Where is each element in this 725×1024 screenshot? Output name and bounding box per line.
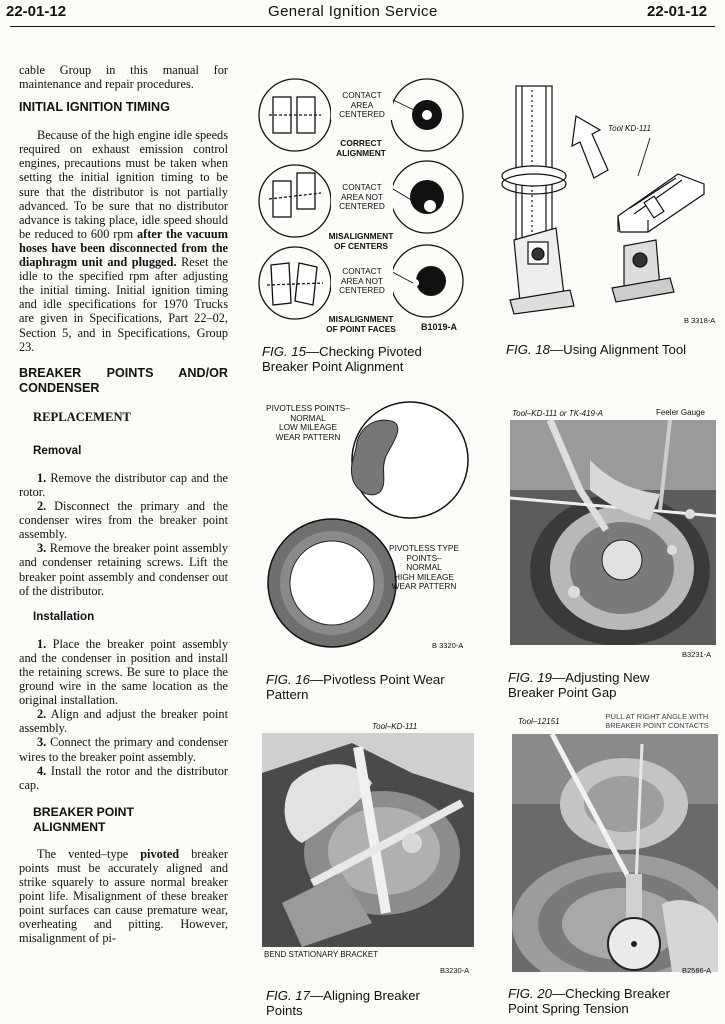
label-line: AREA <box>350 99 374 110</box>
page-title: General Ignition Service <box>268 3 438 20</box>
caption-text: —Using Alignment Tool <box>549 342 687 357</box>
label-line: AREA NOT <box>341 191 383 202</box>
label-line: NORMAL <box>406 562 442 572</box>
figure-code: B3231-A <box>682 650 712 659</box>
label-line: AREA NOT <box>341 275 383 286</box>
label-line: ALIGNMENT <box>336 147 386 158</box>
aligning-points-photo <box>262 733 474 947</box>
label-line: WEAR PATTERN <box>391 581 457 591</box>
label-line: CENTERED <box>339 285 385 295</box>
align-text-bold: pivoted <box>140 846 180 861</box>
removal-step-3 <box>19 541 228 597</box>
label-correct-alignment <box>321 139 401 158</box>
step-text: Install the rotor and the distributor cap. <box>19 763 228 792</box>
caption-fig-18 <box>506 342 721 357</box>
figure-code: B 3320-A <box>432 641 464 650</box>
tool-label: Tool–KD-111 <box>372 722 418 731</box>
step-text: Connect the primary and condenser wires to the breaker point assembly. <box>19 735 228 764</box>
label-line: CENTERED <box>339 201 385 211</box>
figure-code: B3230-A <box>440 966 470 975</box>
caption-line-1 <box>266 672 481 687</box>
figure-number: FIG. 15 <box>262 344 306 359</box>
label-contact-not-centered-2 <box>331 267 393 296</box>
caption-text: —Pivotless Point Wear <box>309 672 445 687</box>
caption-text: —Aligning Breaker <box>309 988 420 1003</box>
step-text: Align and adjust the breaker point assembly. <box>19 707 228 736</box>
heading-replacement: REPLACEMENT <box>33 409 131 424</box>
step-number: 1. <box>37 470 47 485</box>
caption-fig-20 <box>508 986 723 1016</box>
step-number: 1. <box>37 636 47 651</box>
step-text: Remove the breaker point assembly and condenser retaining screws. Lift the breaker point assembly and condenser out of the distributor. <box>19 541 228 598</box>
heading-installation: Installation <box>33 609 95 623</box>
label-contact-centered <box>331 91 393 120</box>
figure-number: FIG. 18 <box>506 342 550 357</box>
install-step-3 <box>19 735 228 763</box>
page-number-right: 22-01-12 <box>647 3 708 20</box>
label-line: CONTACT <box>342 90 382 100</box>
step-number: 4. <box>37 763 47 778</box>
label-high-mileage <box>380 544 468 592</box>
header-rule <box>10 26 715 27</box>
label-misalignment-centers <box>313 232 409 251</box>
caption-fig-19 <box>508 670 723 700</box>
page-number-left: 22-01-12 <box>6 3 67 20</box>
bend-label: BEND STATIONARY BRACKET <box>264 950 379 959</box>
label-misalignment-faces <box>311 315 411 334</box>
caption-line-1 <box>508 986 723 1001</box>
figure-16 <box>262 398 474 650</box>
caption-text: —Adjusting New <box>551 670 650 685</box>
caption-line-2: Breaker Point Gap <box>508 685 617 700</box>
timing-text-a: Because of the high engine idle speeds required on exhaust emission control engines, precautions must be taken when setting the initial ignition timing to be sure that the distributor is not partially advanced. To be sure that no distributor advance is taking place, idle speed should be reduced to 600 rpm <box>19 128 228 241</box>
tool-label: Tool–12151 <box>518 717 560 726</box>
label-line: CORRECT <box>340 138 382 148</box>
caption-fig-17 <box>266 988 481 1018</box>
figure-code: B 3318-A <box>684 316 716 325</box>
step-number: 2. <box>37 707 47 722</box>
label-line: PULL AT RIGHT ANGLE WITH <box>605 712 709 721</box>
align-text-b: breaker points must be accurately aligned and strike squarely to assure normal breaker point life. Misalignment of these breaker point surfaces can cause premature wear, overheating and pitting. However, misalignment of pi- <box>19 846 228 946</box>
caption-line-1 <box>262 344 482 359</box>
timing-paragraph <box>19 128 228 354</box>
step-text: Place the breaker point assembly and the condenser in position and install the retaining screws. Be sure to place the ground wire in the same location as the original installation. <box>19 636 228 708</box>
heading-alignment: BREAKER POINT ALIGNMENT <box>33 804 134 834</box>
figure-17-photo <box>262 733 474 947</box>
install-step-2 <box>19 707 228 735</box>
label-line: POINTS– <box>406 552 442 563</box>
feeler-gauge-photo <box>510 420 716 645</box>
label-line: LOW MILEAGE <box>278 422 338 432</box>
tool-label: Tool–KD-111 or TK-419-A <box>512 409 604 418</box>
caption-line-2: Pattern <box>266 687 309 702</box>
timing-text-bold: after the vacuum hoses have been disconnected from the diaphragm unit and plugged. <box>19 226 229 270</box>
figure-18 <box>500 80 720 325</box>
caption-line-2: Point Spring Tension <box>508 1001 629 1016</box>
removal-step-1 <box>19 471 228 499</box>
label-line: OF CENTERS <box>334 240 388 251</box>
heading-breaker-points: BREAKER POINTS AND/OR CONDENSER <box>19 365 228 395</box>
label-line: CONTACT <box>342 266 382 276</box>
label-line: WEAR PATTERN <box>275 431 341 442</box>
align-text-a: The vented–type <box>37 846 141 861</box>
label-line: BREAKER POINT CONTACTS <box>605 720 709 730</box>
spring-tension-photo <box>512 734 718 972</box>
install-step-4 <box>19 764 228 792</box>
caption-fig-16 <box>266 672 481 702</box>
caption-line-1 <box>508 670 723 685</box>
alignment-paragraph <box>19 847 228 946</box>
label-line: NORMAL <box>290 412 326 423</box>
step-text: Disconnect the primary and the condenser wires from the breaker point assembly. <box>19 499 228 542</box>
text-column <box>19 63 228 946</box>
figure-number: FIG. 16 <box>266 672 310 687</box>
figure-code: B2586-A <box>682 966 712 975</box>
heading-initial-timing: INITIAL IGNITION TIMING <box>19 100 170 115</box>
figure-19-photo <box>510 420 716 645</box>
label-line: CENTERED <box>339 109 385 119</box>
step-number: 3. <box>37 735 47 750</box>
label-line: OF POINT FACES <box>326 323 396 334</box>
figure-15 <box>255 75 480 340</box>
install-step-1 <box>19 637 228 707</box>
label-line: MISALIGNMENT <box>328 314 394 324</box>
caption-line-2: Breaker Point Alignment <box>262 359 404 374</box>
caption-text: —Checking Breaker <box>551 986 670 1001</box>
step-number: 3. <box>37 541 47 556</box>
timing-text-b: Reset the idle to the specified rpm after adjusting the initial timing. Initial ignition timing and idle specifications for 1970 Trucks are given in Specifications, Part 22–02, Section 5, and in Specifications, Group 23. <box>19 255 228 354</box>
caption-line-1 <box>266 988 481 1003</box>
label-contact-not-centered-1 <box>331 183 393 212</box>
label-low-mileage <box>262 404 354 442</box>
label-line: PIVOTLESS TYPE <box>389 543 459 553</box>
step-text: Remove the distributor cap and the rotor. <box>19 470 228 499</box>
alignment-tool-drawing <box>500 80 720 325</box>
removal-step-2 <box>19 499 228 541</box>
caption-line-2: Points <box>266 1003 303 1018</box>
figure-number: FIG. 19 <box>508 670 552 685</box>
figure-number: FIG. 17 <box>266 988 310 1003</box>
label-line: HIGH MILEAGE <box>394 571 454 582</box>
caption-line-1 <box>506 342 721 357</box>
intro-paragraph: cable Group in this manual for maintenance and repair procedures. <box>19 63 228 92</box>
heading-removal: Removal <box>33 443 82 457</box>
step-number: 2. <box>37 499 47 514</box>
tool-label: Tool KD-111 <box>608 124 651 133</box>
caption-fig-15 <box>262 344 482 374</box>
gauge-label: Feeler Gauge <box>656 408 705 417</box>
label-line: PIVOTLESS POINTS– <box>266 403 350 413</box>
figure-code: B1019-A <box>421 322 458 332</box>
figure-20-photo <box>512 734 718 972</box>
label-line: CONTACT <box>342 182 382 192</box>
pull-label <box>592 713 722 730</box>
figure-number: FIG. 20 <box>508 986 552 1001</box>
label-line: MISALIGNMENT <box>328 231 394 241</box>
caption-text: —Checking Pivoted <box>305 344 422 359</box>
